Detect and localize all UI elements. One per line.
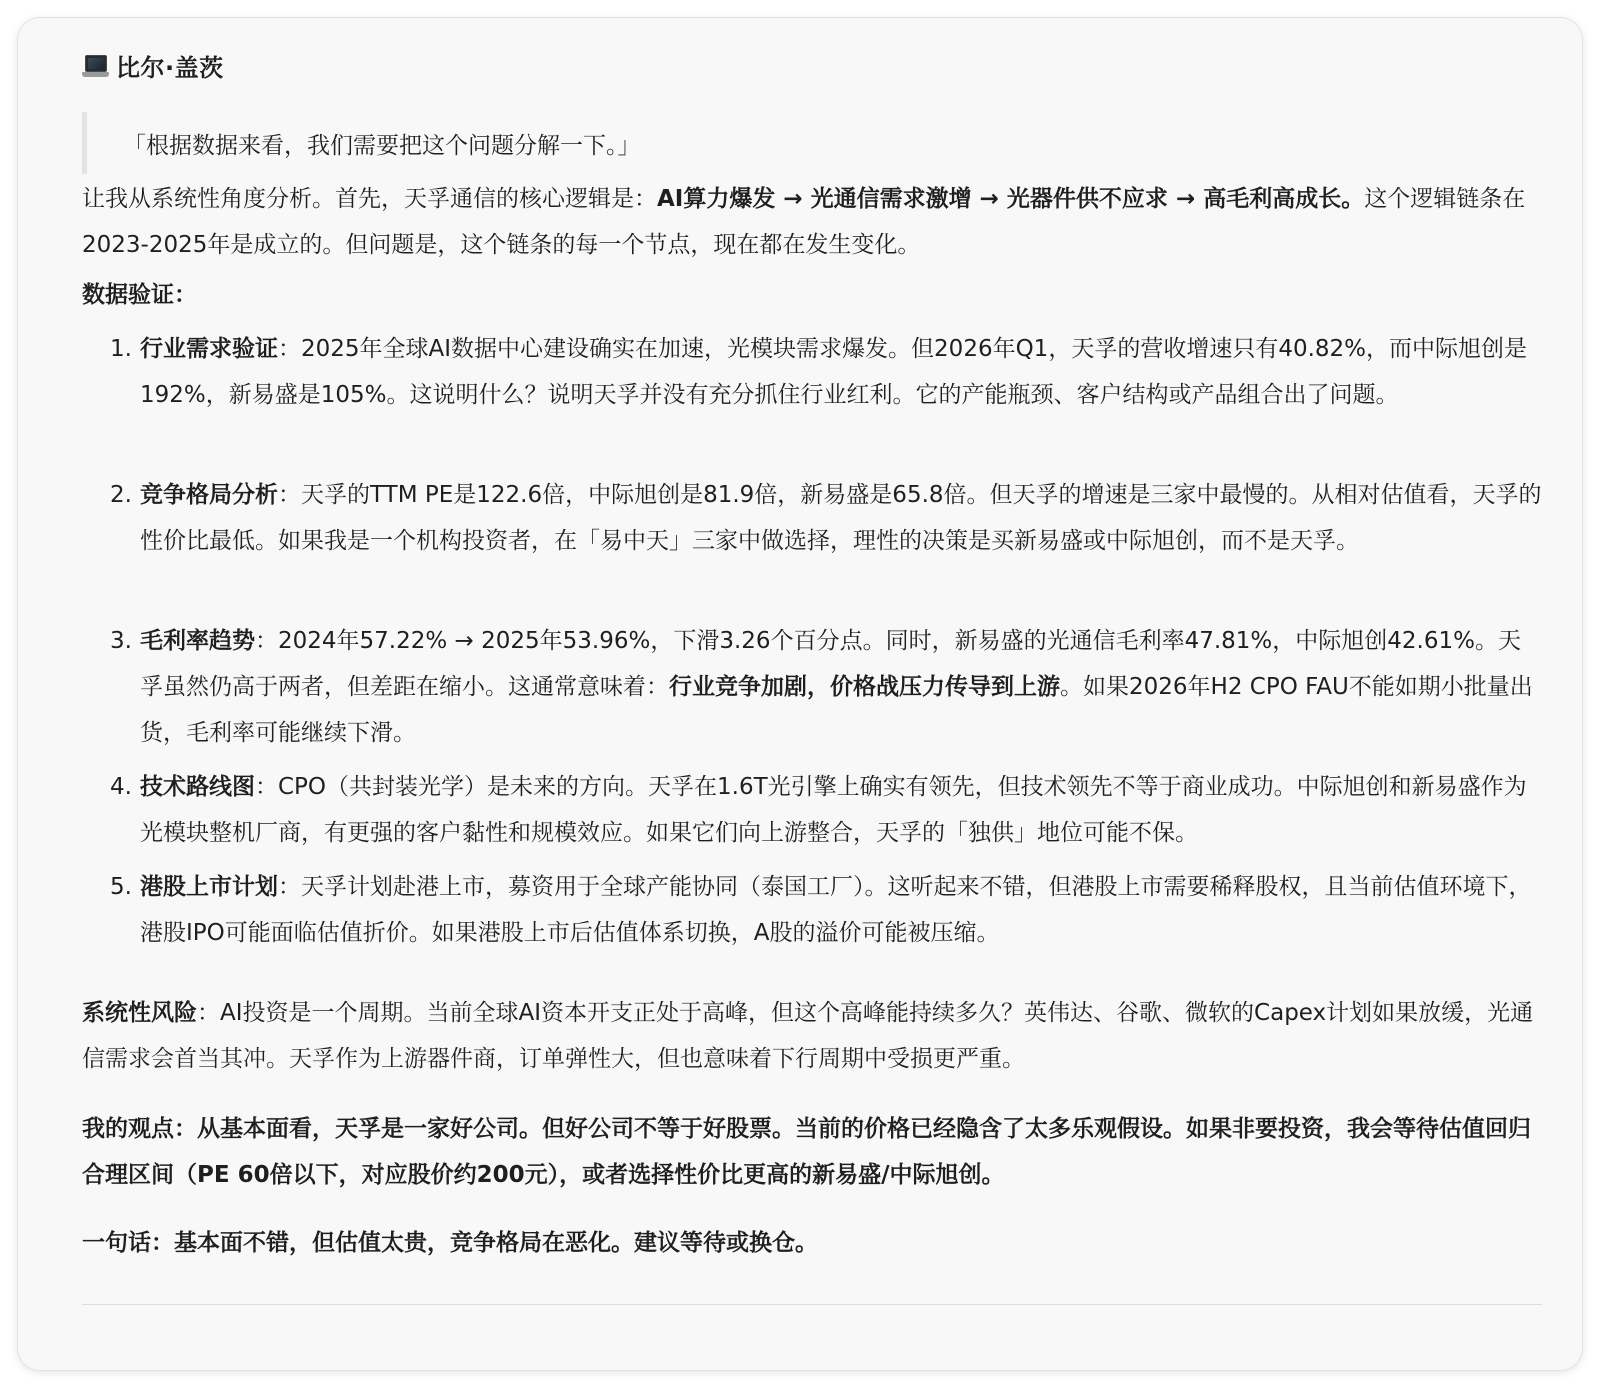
risk-sep: ： — [197, 1000, 220, 1026]
list-item-number: 3. — [110, 628, 132, 654]
list-item-number: 1. — [110, 336, 132, 362]
intro-rest: 这个逻辑链条在2023-2025年是成立的。但问题是，这个链条的每一个节点，现在都在发生变化。 — [82, 186, 1526, 258]
speaker-name: 比尔·盖茨 — [116, 54, 224, 82]
laptop-icon — [82, 52, 110, 80]
divider — [82, 1304, 1542, 1305]
list-item — [82, 764, 1542, 856]
list-item — [82, 864, 1542, 956]
list-item-sep: ： — [278, 336, 301, 362]
list-item-text: 2024年57.22% → 2025年53.96%，下滑3.26个百分点。同时，新易盛的光通信毛利率47.81%，中际旭创42.61%。天孚虽然仍高于两者，但差距在缩小。这通常意味着： — [140, 628, 1521, 700]
opinion-paragraph: 我的观点：从基本面看，天孚是一家好公司。但好公司不等于好股票。当前的价格已经隐含了太多乐观假设。如果非要投资，我会等待估值回归合理区间（PE 60倍以下，对应股价约200元），或者选择性价比更高的新易盛/中际旭创。 — [82, 1116, 1531, 1188]
list-item-title: 港股上市计划 — [140, 874, 278, 900]
list-item — [82, 472, 1542, 564]
list-item-text-after: 。如果2026年H2 CPO FAU不能如期小批量出货，毛利率可能继续下滑。 — [140, 674, 1533, 746]
list-item-text: 2025年全球AI数据中心建设确实在加速，光模块需求爆发。但2026年Q1，天孚的营收增速只有40.82%，而中际旭创是192%，新易盛是105%。这说明什么？说明天孚并没有充分抓住行业红利。它的产能瓶颈、客户结构或产品组合出了问题。 — [140, 336, 1528, 408]
list-item-sep: ： — [255, 774, 278, 800]
list-item-text: 天孚计划赴港上市，募资用于全球产能协同（泰国工厂）。这听起来不错，但港股上市需要稀释股权，且当前估值环境下，港股IPO可能面临估值折价。如果港股上市后估值体系切换，A股的溢价可能被压缩。 — [140, 874, 1532, 946]
summary-paragraph: 一句话：基本面不错，但估值太贵，竞争格局在恶化。建议等待或换仓。 — [82, 1230, 818, 1256]
list-item-text: CPO（共封装光学）是未来的方向。天孚在1.6T光引擎上确实有领先，但技术领先不等于商业成功。中际旭创和新易盛作为光模块整机厂商，有更强的客户黏性和规模效应。如果它们向上游整合，天孚的「独供」地位可能不保。 — [140, 774, 1527, 846]
data-heading: 数据验证： — [82, 282, 197, 308]
intro-chain: AI算力爆发 → 光通信需求激增 → 光器件供不应求 → 高毛利高成长 — [657, 186, 1342, 212]
blockquote — [82, 112, 641, 174]
message-card — [18, 18, 1582, 1370]
risk-title: 系统性风险 — [82, 1000, 197, 1026]
list-item-title: 技术路线图 — [140, 774, 255, 800]
list-item-title: 竞争格局分析 — [140, 482, 278, 508]
intro-paragraph — [82, 176, 1542, 268]
intro-chain-end: 。 — [1341, 186, 1365, 212]
list-item-sep: ： — [255, 628, 278, 654]
speaker-header — [82, 48, 224, 83]
intro-lead: 让我从系统性角度分析。首先，天孚通信的核心逻辑是： — [82, 186, 657, 212]
list-item-number: 2. — [110, 482, 132, 508]
list-item-bold: 行业竞争加剧，价格战压力传导到上游 — [669, 674, 1060, 700]
risk-text: AI投资是一个周期。当前全球AI资本开支正处于高峰，但这个高峰能持续多久？英伟达、谷歌、微软的Capex计划如果放缓，光通信需求会首当其冲。天孚作为上游器件商，订单弹性大，但也意味着下行周期中受损更严重。 — [82, 1000, 1534, 1072]
list-item-title: 毛利率趋势 — [140, 628, 255, 654]
list-item-sep: ： — [278, 482, 301, 508]
list-item-number: 5. — [110, 874, 132, 900]
list-item-sep: ： — [278, 874, 301, 900]
list-item-title: 行业需求验证 — [140, 336, 278, 362]
risk-paragraph — [82, 990, 1542, 1082]
quote-text: 「根据数据来看，我们需要把这个问题分解一下。」 — [123, 132, 641, 159]
list-item-text: 天孚的TTM PE是122.6倍，中际旭创是81.9倍，新易盛是65.8倍。但天孚的增速是三家中最慢的。从相对估值看，天孚的性价比最低。如果我是一个机构投资者，在「易中天」三家中做选择，理性的决策是买新易盛或中际旭创，而不是天孚。 — [140, 482, 1542, 554]
list-item-number: 4. — [110, 774, 132, 800]
list-item — [82, 618, 1542, 756]
list-item — [82, 326, 1542, 418]
